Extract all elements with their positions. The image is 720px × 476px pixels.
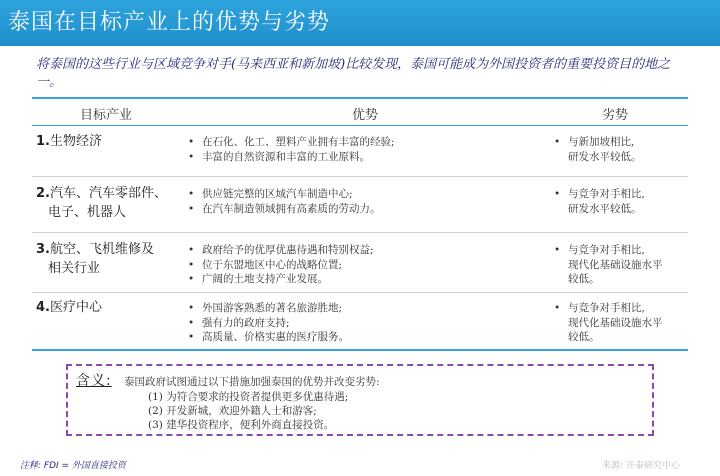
disadvantage-item [554, 301, 674, 345]
meaning-item: (3) 建华投资程序，便利外商直接投资。 [148, 419, 335, 431]
disadvantage-line: 较低。 [568, 273, 600, 285]
disadvantage-list [554, 135, 674, 164]
table-header-rule [32, 125, 688, 126]
advantage-item: • 政府给予的优厚优惠待遇和特别权益; [188, 243, 374, 258]
advantage-item: • 强有力的政府支持; [188, 316, 349, 331]
disadvantage-line: 研发水平较低。 [568, 150, 642, 163]
sector-number: 4. [36, 300, 50, 315]
sector-cell [36, 240, 186, 278]
disadvantage-item [554, 135, 674, 164]
sector-label: 生物经济 [49, 134, 102, 149]
row-divider [32, 232, 688, 233]
advantage-item: • 丰富的自然资源和丰富的工业原料。 [188, 150, 395, 165]
footer-note: 注释: FDI = 外国直接投资 [20, 461, 126, 471]
header-advantage: 优势 [351, 108, 378, 123]
advantage-item: • 位于东盟地区中心的战略位置; [188, 258, 374, 273]
sector-label: 相关行业 [48, 261, 101, 276]
sector-number: 3. [36, 242, 50, 257]
meaning-item: (1) 为符合要求的投资者提供更多优惠待遇; [148, 391, 349, 403]
meaning-main-text: 泰国政府试图通过以下措施加强泰国的优势并改变劣势: [124, 376, 380, 388]
meaning-label: 含义: [76, 373, 112, 389]
advantage-list [188, 301, 349, 345]
row-divider [32, 176, 688, 177]
meaning-list [148, 390, 348, 432]
table-top-rule [32, 97, 688, 99]
disadvantage-item [554, 187, 674, 216]
sector-cell [36, 184, 186, 222]
sector-cell [36, 298, 186, 317]
disadvantage-line: • 与新加坡相比, [568, 136, 635, 148]
advantage-list [188, 135, 395, 164]
disadvantage-line: 现代化基础设施水平 [568, 258, 663, 271]
intro-text: 将泰国的这些行业与区域竞争对手(马来西亚和新加坡)比较发现，泰国可能成为外国投资者的重要投资目的地之一。 [36, 57, 671, 90]
sector-label: 航空、飞机维修及 [49, 242, 154, 257]
disadvantage-item [554, 243, 674, 287]
header-sector: 目标产业 [79, 108, 132, 123]
table-bottom-rule [32, 349, 688, 351]
disadvantage-line: 较低。 [568, 331, 600, 343]
sector-label: 电子、机器人 [48, 205, 127, 220]
page-title: 泰国在目标产业上的优势与劣势 [0, 0, 720, 46]
disadvantage-list [554, 301, 674, 345]
sector-label: 汽车、汽车零部件、 [49, 186, 167, 201]
row-divider [32, 292, 688, 293]
disadvantage-line: 研发水平较低。 [568, 202, 642, 215]
disadvantage-list [554, 187, 674, 216]
sector-cell [36, 132, 186, 151]
disadvantage-line: • 与竞争对手相比, [568, 302, 645, 314]
disadvantage-line: • 与竞争对手相比, [568, 188, 645, 200]
sector-label: 医疗中心 [49, 300, 102, 315]
meaning-box [66, 364, 654, 436]
advantage-list [188, 243, 374, 287]
disadvantage-line: • 与竞争对手相比, [568, 244, 645, 256]
sector-number: 2. [36, 186, 50, 201]
advantage-list [188, 187, 381, 216]
footer-source: 来源: 开泰研究中心 [602, 461, 680, 471]
advantage-item: • 在石化、化工、塑料产业拥有丰富的经验; [188, 135, 395, 150]
advantage-item: • 广阔的土地支持产业发展。 [188, 272, 374, 287]
advantage-item: • 在汽车制造领域拥有高素质的劳动力。 [188, 202, 381, 217]
sector-number: 1. [36, 134, 50, 149]
advantage-item: • 供应链完整的区域汽车制造中心; [188, 187, 381, 202]
disadvantage-line: 现代化基础设施水平 [568, 316, 663, 329]
meaning-item: (2) 开发新城，欢迎外籍人士和游客; [148, 405, 317, 417]
header-disadvantage: 劣势 [601, 108, 628, 123]
advantage-item: • 高质量、价格实惠的医疗服务。 [188, 330, 349, 345]
disadvantage-list [554, 243, 674, 287]
advantage-item: • 外国游客熟悉的著名旅游胜地; [188, 301, 349, 316]
